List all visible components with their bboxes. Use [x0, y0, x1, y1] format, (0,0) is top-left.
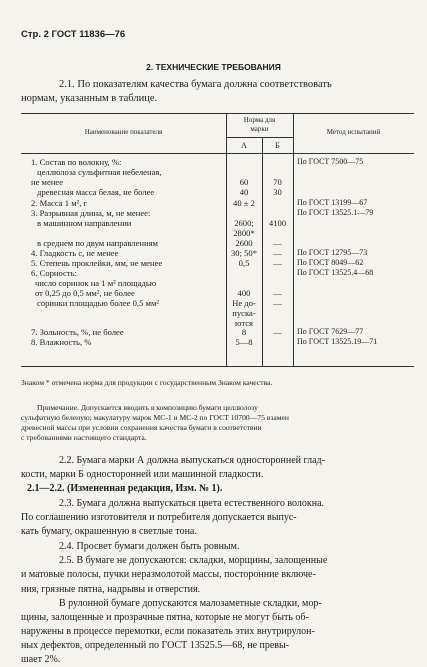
row-value-b: — [273, 258, 282, 268]
body-line: наружены в процессе перемотки, если показатель этих внутрирулон- [21, 626, 315, 637]
body-line: 2.4. Просвет бумаги должен быть ровным. [59, 541, 240, 552]
row-value-a: 2600 [235, 238, 253, 248]
row-name: 4. Гладкость с, не менее [31, 248, 119, 258]
row-method: По ГОСТ 13525.4—68 [297, 268, 374, 277]
row-name: 8. Влажность, % [31, 337, 92, 347]
row-name: не менее [31, 177, 64, 187]
note-line-3: древесной массы при условии сохранения качества бумаги в соответствии [21, 423, 262, 432]
footnote: Знаком * отмечена норма для продукции с государственным Знаком качества. [21, 378, 273, 387]
table-subheader-rule [226, 137, 293, 138]
body-line: По соглашению изготовителя и потребителя допускается выпус- [21, 512, 297, 523]
row-value-b: — [273, 298, 282, 308]
body-line: В рулонной бумаге допускаются малозаметные складки, мор- [59, 598, 322, 609]
revision-note: 2.1—2.2. (Измененная редакция, Изм. № 1). [27, 483, 223, 494]
table-header-rule [21, 153, 414, 154]
row-value-b: 30 [273, 187, 282, 197]
page-header: Стр. 2 ГОСТ 11836—76 [21, 29, 126, 40]
intro-paragraph [21, 78, 332, 106]
body-line: шает 2%. [21, 654, 61, 665]
row-method: По ГОСТ 13525.19—71 [297, 337, 378, 346]
row-value-b: 70 [273, 177, 282, 187]
row-value-b: — [273, 248, 282, 258]
row-value-a: 60 [239, 177, 249, 187]
col-header-norm-line1: Норма для [243, 116, 276, 124]
row-method: По ГОСТ 13199—67 [297, 198, 368, 207]
row-name: целлюлоза сульфитная небеленая, [37, 167, 162, 177]
row-name: в среднем по двум направлениям [37, 238, 158, 248]
table-bottom-rule [21, 366, 414, 367]
row-value-a: 40 [239, 187, 249, 197]
intro-line-1: 2.1. По показателям качества бумага должна соответствовать [59, 79, 332, 90]
body-line: 2.5. В бумаге не допускаются: складки, морщины, залощенные [59, 555, 328, 566]
body-line: ния, грязные пятна, надрывы и отверстия. [21, 584, 201, 595]
body-line: 2.2. Бумага марки А должна выпускаться односторонней глад- [59, 455, 325, 466]
note-line-1: Примечание. Допускается вводить в композицию бумаги целлюлозу [37, 403, 258, 412]
row-value-a: 8 [241, 327, 247, 337]
row-value-a: ются [235, 318, 253, 328]
row-name: 5. Степень проклейки, мм, не менее [31, 258, 163, 268]
table-top-rule [21, 113, 414, 114]
row-value-a: 5—8 [235, 337, 253, 347]
row-name: древесная масса белая, не более [37, 187, 155, 197]
body-line: кости, марки Б односторонней или машинной гладкости. [21, 469, 264, 480]
body-line: и матовые полосы, пучки неразмолотой массы, посторонние включе- [21, 569, 316, 580]
row-value-a: 0,5 [238, 258, 250, 268]
row-name: 6. Сорность: [31, 268, 77, 278]
row-value-a: пуска- [232, 308, 256, 318]
col-header-method: Метод испытаний [326, 128, 381, 136]
col-header-norm-line2: марки [250, 125, 269, 133]
body-line: 2.3. Бумага должна выпускаться цвета естественного волокна. [59, 498, 325, 509]
col-header-a: А [241, 141, 247, 150]
row-method: По ГОСТ 7629—77 [297, 327, 364, 336]
note-line-4: с требованиями настоящего стандарта. [21, 433, 147, 442]
col-header-name: Наименование показателя [84, 128, 163, 136]
section-title: 2. ТЕХНИЧЕСКИЕ ТРЕБОВАНИЯ [146, 62, 281, 72]
col-header-b: Б [275, 141, 280, 150]
row-name: 2. Масса 1 м², г [31, 198, 88, 208]
row-value-a: 2800* [233, 228, 255, 238]
row-method: По ГОСТ 13525.1—79 [297, 208, 374, 217]
row-value-b: — [273, 288, 282, 298]
body-line: кать бумагу, окрашенную в светлые тона. [21, 526, 197, 537]
body-line: ных дефектов, определенный по ГОСТ 13525.5—68, не превы- [21, 640, 290, 651]
row-name: 3. Разрывная длина, м, не менее: [31, 208, 151, 218]
row-value-a: Не до- [232, 298, 256, 308]
row-method: По ГОСТ 7500—75 [297, 157, 364, 166]
row-value-b: 4100 [268, 218, 287, 228]
row-name: число соринок на 1 м² площадью [35, 278, 157, 288]
row-name: 1. Состав по волокну, %: [31, 157, 122, 167]
row-value-a: 40 ± 2 [233, 198, 255, 208]
row-method: По ГОСТ 12795—73 [297, 248, 368, 257]
row-name: в машинном направлении [37, 218, 132, 228]
row-value-b: — [273, 327, 282, 337]
row-value-a: 30; 50* [230, 248, 258, 258]
row-name: соринки площадью более 0,5 мм² [37, 298, 159, 308]
row-value-a: 400 [237, 288, 251, 298]
col-header-norm [226, 116, 293, 134]
row-method: По ГОСТ 8049—62 [297, 258, 364, 267]
intro-line-2: нормам, указанным в таблице. [21, 93, 158, 104]
body-line: щины, залощенные и прозрачные пятна, которые не могут быть об- [21, 612, 309, 623]
table-divider-3 [293, 113, 294, 366]
row-name: 7. Зольность, %, не более [31, 327, 124, 337]
row-value-a: 2600; [234, 218, 254, 228]
note-line-2: сульфатную беленую; макулатуру марок МС-1 и МС-2 по ГОСТ 10700—75 взамен [21, 413, 289, 422]
row-name: от 0,25 до 0,5 мм², не более [35, 288, 135, 298]
row-value-b: — [273, 238, 282, 248]
